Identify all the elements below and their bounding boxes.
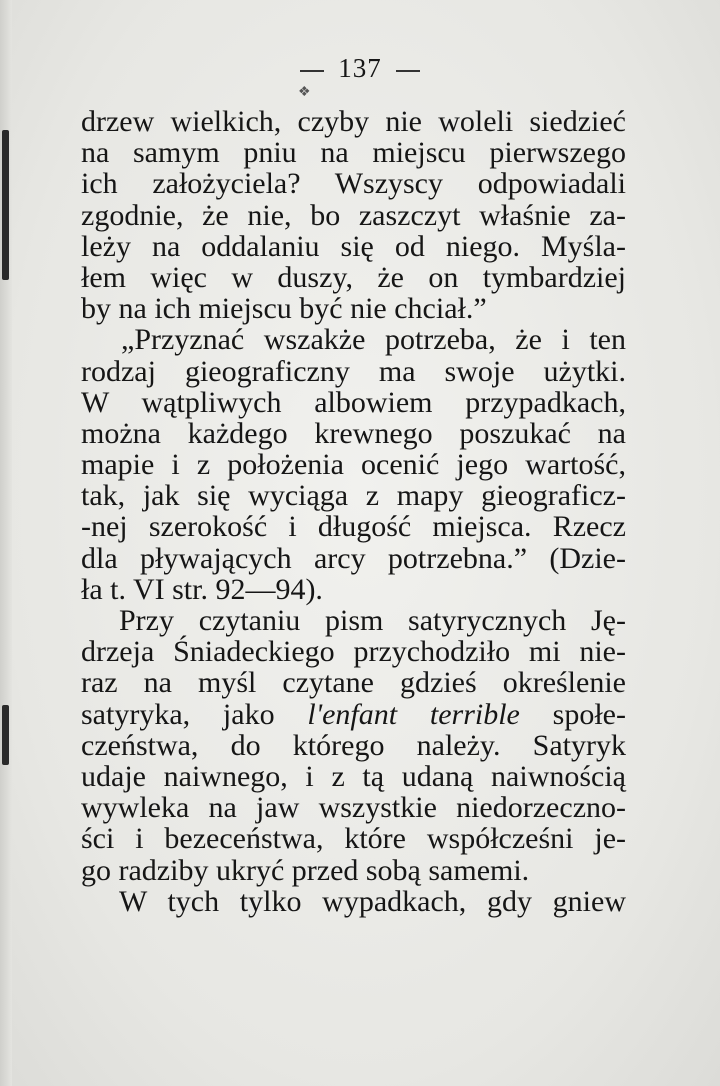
page-header xyxy=(0,53,720,84)
text-segment: społe- xyxy=(519,697,626,731)
binding-edge xyxy=(0,0,12,1086)
text-line: można każdego krewnego poszukać na xyxy=(81,416,626,450)
text-line: drzeja Śniadeckiego przychodziło mi nie- xyxy=(81,635,626,669)
text-line: tak, jak się wyciąga z mapy gieograficz- xyxy=(81,479,626,513)
text-line: na samym pniu na miejscu pierwszego xyxy=(81,136,626,170)
text-segment: satyryka, jako xyxy=(81,697,308,731)
text-line: łem więc w duszy, że on tymbardziej xyxy=(81,260,626,294)
text-line: go radziby ukryć przed sobą samemi. xyxy=(81,853,530,887)
binding-shadow-mark xyxy=(2,705,9,765)
text-line: -nej szerokość i długość miejsca. Rzecz xyxy=(81,510,626,544)
text-line: ści i bezeceństwa, które współcześni je- xyxy=(81,822,626,856)
text-line: drzew wielkich, czyby nie woleli siedzieć xyxy=(81,105,626,138)
header-dash-right xyxy=(396,70,420,72)
text-line: W tych tylko wypadkach, gdy gniew xyxy=(119,884,626,918)
text-line: rodzaj gieograficzny ma swoje użytki. xyxy=(81,354,626,388)
ornament-icon: ❖ xyxy=(298,85,311,100)
text-line-with-italic xyxy=(81,699,626,730)
text-line: by na ich miejscu być nie chciał.” xyxy=(81,292,487,326)
text-line: leży na oddalaniu się od niego. Myśla- xyxy=(81,229,626,263)
page-number: 137 xyxy=(338,53,382,83)
text-line: dla pływających arcy potrzebna.” (Dzie- xyxy=(81,541,626,575)
text-line: czeństwa, do którego należy. Satyryk xyxy=(81,728,626,762)
text-line: „Przyznać wszakże potrzeba, że i ten xyxy=(121,323,626,357)
text-line: raz na myśl czytane gdzieś określenie xyxy=(81,666,626,700)
text-line: udaje naiwnego, i z tą udaną naiwnością xyxy=(81,759,626,793)
text-line: ła t. VI str. 92—94). xyxy=(81,572,323,606)
text-line: Przy czytaniu pism satyrycznych Ję- xyxy=(119,604,626,637)
text-line: mapie i z położenia ocenić jego wartość, xyxy=(81,448,626,482)
italic-phrase: l'enfant terrible xyxy=(307,697,520,731)
text-line: W wątpliwych albowiem przypadkach, xyxy=(81,385,626,419)
text-line: wywleka na jaw wszystkie niedorzeczno- xyxy=(81,791,626,825)
text-line: zgodnie, że nie, bo zaszczyt właśnie za- xyxy=(81,198,626,232)
body-text xyxy=(81,106,626,917)
text-line: ich założyciela? Wszyscy odpowiadali xyxy=(81,167,626,201)
header-dash-left xyxy=(300,70,324,72)
binding-shadow-mark xyxy=(2,130,9,280)
